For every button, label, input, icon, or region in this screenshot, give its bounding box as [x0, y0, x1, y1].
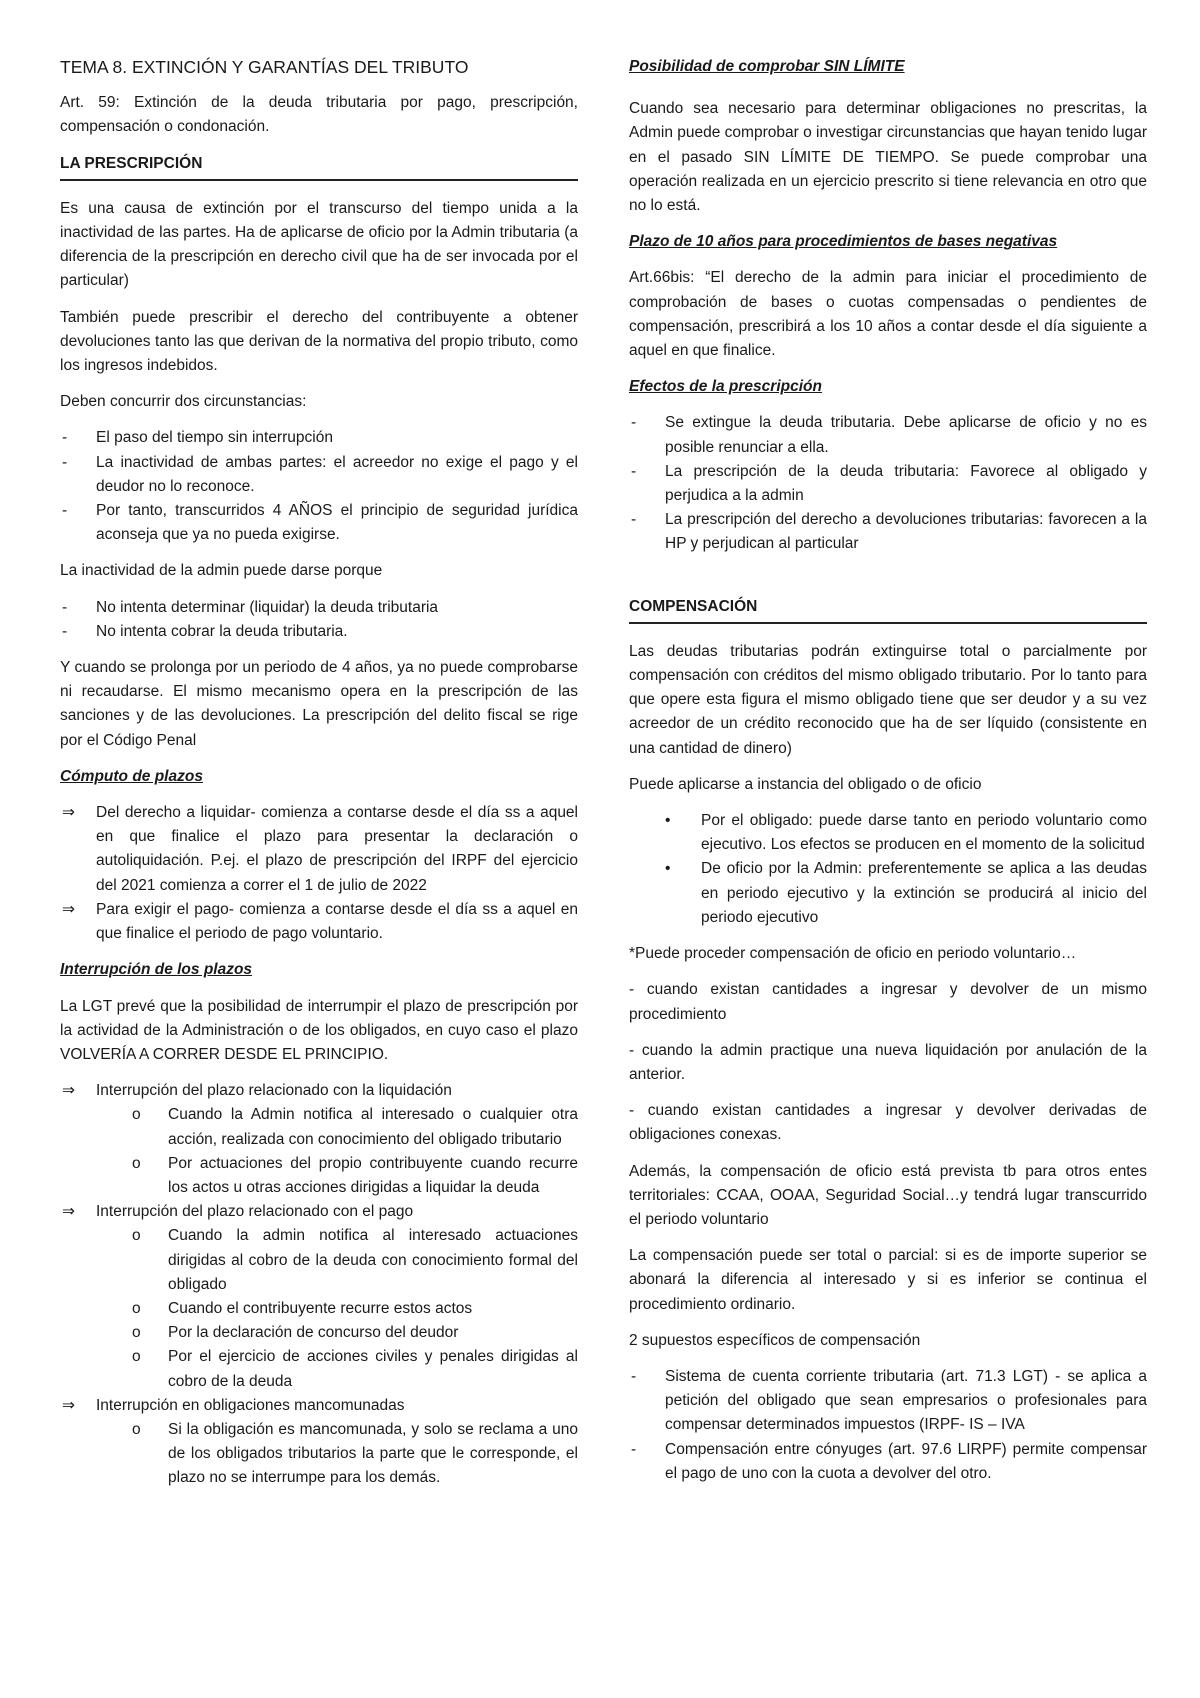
- list-item: [60, 898, 578, 946]
- dash-marker: -: [631, 1367, 637, 1385]
- list-item-text: Del derecho a liquidar- comienza a contarse desde el día ss a aquel en que finalice el plazo para presentar la declaración o autoliquidación. P.ej. el plazo de prescripción del IRPF del ejercicio del 2021 comienza a correr el 1 de julio de 2022: [96, 804, 578, 894]
- list-item-text: Cuando la admin notifica al interesado actuaciones dirigidas al cobro de la deuda con conocimiento formal del obligado: [168, 1227, 578, 1293]
- specific-cases-list: [629, 1365, 1147, 1486]
- circle-marker: o: [132, 1227, 141, 1245]
- paragraph: Y cuando se prolonga por un periodo de 4 años, ya no puede comprobarse ni recaudarse. El mismo mecanismo opera en la prescripción de las sanciones y de las devoluciones. La prescripción del delito fiscal se rige por el Código Penal: [60, 659, 578, 749]
- spacer: [629, 569, 1147, 595]
- sub-list-item: [60, 1418, 578, 1491]
- arrow-marker: ⇒: [62, 900, 75, 918]
- art59-paragraph: Art. 59: Extinción de la deuda tributaria por pago, prescripción, compensación o condonación.: [60, 94, 578, 136]
- paragraph: Puede aplicarse a instancia del obligado o de oficio: [629, 775, 982, 793]
- list-item-text: Para exigir el pago- comienza a contarse desde el día ss a aquel en que finalice el periodo de pago voluntario.: [96, 900, 578, 943]
- dash-marker: -: [62, 598, 68, 616]
- list-item-text: La inactividad de ambas partes: el acreedor no exige el pago y el deudor no lo reconoce.: [96, 453, 578, 495]
- computo-list: [60, 801, 578, 946]
- dash-marker: -: [631, 1440, 637, 1458]
- paragraph: La compensación puede ser total o parcial: si es de importe superior se abonará la diferencia al interesado y si es inferior se continua el procedimiento ordinario.: [629, 1247, 1147, 1313]
- list-item: [60, 499, 578, 547]
- list-item: [629, 857, 1147, 930]
- subheading-computo: Cómputo de plazos: [60, 767, 203, 785]
- paragraph: Las deudas tributarias podrán extinguirse total o parcialmente por compensación con créditos del mismo obligado tributario. Por lo tanto para que opere esta figura el mismo obligado tiene que ser deudor y a su vez acreedor de un crédito reconocido que ha de ser líquido (consistente en una cantidad de dinero): [629, 642, 1147, 757]
- paragraph: - cuando la admin practique una nueva liquidación por anulación de la anterior.: [629, 1041, 1147, 1083]
- paragraph: La LGT prevé que la posibilidad de interrumpir el plazo de prescripción por la actividad de la Administración o de los obligados, en cuyo caso el plazo VOLVERÍA A CORRER DESDE EL PRINCIPIO.: [60, 997, 578, 1063]
- list-item-text: El paso del tiempo sin interrupción: [96, 429, 333, 447]
- list-item: [60, 451, 578, 499]
- circle-marker: o: [132, 1299, 141, 1317]
- subheading-plazo-10: Plazo de 10 años para procedimientos de bases negativas: [629, 233, 1058, 251]
- paragraph: También puede prescribir el derecho del contribuyente a obtener devoluciones tanto las que derivan de la normativa del propio tributo, como los ingresos indebidos.: [60, 308, 578, 375]
- list-item: [629, 809, 1147, 857]
- list-item-text: Interrupción en obligaciones mancomunadas: [96, 1396, 405, 1414]
- circumstances-list: [60, 426, 578, 547]
- interruption-list: [60, 1200, 578, 1224]
- list-item: [629, 411, 1147, 459]
- sub-list: [60, 1103, 578, 1200]
- list-item-text: Sistema de cuenta corriente tributaria (art. 71.3 LGT) - se aplica a petición del obligado que sean empresarios o profesionales para compensar determinados impuestos (IRPF- IS – IVA: [665, 1367, 1147, 1434]
- dash-marker: -: [62, 502, 68, 520]
- sub-list-item: [60, 1297, 578, 1321]
- paragraph: Es una causa de extinción por el transcurso del tiempo unida a la inactividad de las partes. Ha de aplicarse de oficio por la Admin tributaria (a diferencia de la prescripción en derecho civil que ha de ser invocada por el particular): [60, 199, 578, 290]
- list-item-text: Cuando el contribuyente recurre estos actos: [168, 1299, 473, 1317]
- dash-marker: -: [62, 429, 68, 447]
- sub-list-item: [60, 1103, 578, 1151]
- list-item-text: La prescripción de la deuda tributaria: Favorece al obligado y perjudica a la admin: [665, 462, 1147, 505]
- circle-marker: o: [132, 1324, 141, 1342]
- sub-list-item: [60, 1321, 578, 1345]
- paragraph: - cuando existan cantidades a ingresar y devolver derivadas de obligaciones conexas.: [629, 1102, 1147, 1144]
- list-item: [60, 1079, 578, 1103]
- subheading-efectos: Efectos de la prescripción: [629, 378, 822, 396]
- list-item: [60, 801, 578, 898]
- list-item: [60, 596, 578, 620]
- circle-marker: o: [132, 1420, 141, 1438]
- interruption-list: [60, 1394, 578, 1418]
- list-item-text: No intenta determinar (liquidar) la deuda tributaria: [96, 598, 439, 616]
- list-item: [60, 1200, 578, 1224]
- circle-marker: o: [132, 1106, 141, 1124]
- list-item-text: Por el ejercicio de acciones civiles y penales dirigidas al cobro de la deuda: [168, 1348, 578, 1390]
- paragraph: *Puede proceder compensación de oficio en periodo voluntario…: [629, 945, 1077, 963]
- circle-marker: o: [132, 1154, 141, 1172]
- paragraph: Art.66bis: “El derecho de la admin para iniciar el procedimiento de comprobación de bases o cuotas compensadas o pendientes de compensación, prescribirá a los 10 años a contar desde el día siguiente a aquel en que finalice.: [629, 269, 1147, 360]
- section-heading-compensacion: COMPENSACIÓN: [629, 595, 1147, 624]
- list-item-text: Se extingue la deuda tributaria. Debe aplicarse de oficio y no es posible renunciar a ella.: [665, 414, 1147, 456]
- list-item-text: No intenta cobrar la deuda tributaria.: [96, 622, 348, 640]
- list-item: [629, 460, 1147, 508]
- compensation-bullets: [629, 809, 1147, 930]
- arrow-marker: ⇒: [62, 1203, 75, 1221]
- sub-list-item: [60, 1224, 578, 1297]
- paragraph: La inactividad de la admin puede darse porque: [60, 562, 383, 580]
- list-item-text: Interrupción del plazo relacionado con el pago: [96, 1203, 414, 1221]
- inactivity-list: [60, 596, 578, 644]
- dash-marker: -: [62, 453, 68, 471]
- list-item-text: Por actuaciones del propio contribuyente cuando recurre los actos u otras acciones dirigidas a liquidar la deuda: [168, 1154, 578, 1196]
- list-item-text: Si la obligación es mancomunada, y solo se reclama a uno de los obligados tributarios la parte que le corresponde, el plazo no se interrumpe para los demás.: [168, 1420, 578, 1487]
- sub-list: [60, 1224, 578, 1393]
- right-column: [629, 55, 1147, 1498]
- list-item-text: Por tanto, transcurridos 4 AÑOS el principio de seguridad jurídica aconseja que ya no pueda exigirse.: [96, 502, 578, 544]
- sub-list-item: [60, 1152, 578, 1200]
- list-item: [629, 508, 1147, 556]
- paragraph: - cuando existan cantidades a ingresar y devolver de un mismo procedimiento: [629, 981, 1147, 1023]
- list-item-text: La prescripción del derecho a devoluciones tributarias: favorecen a la HP y perjudican al particular: [665, 511, 1147, 553]
- interruption-list: [60, 1079, 578, 1103]
- list-item: [60, 620, 578, 644]
- bullet-marker: •: [665, 812, 671, 830]
- paragraph: Además, la compensación de oficio está prevista tb para otros entes territoriales: CCAA, OOAA, Seguridad Social…y tendrá lugar transcurrido el periodo voluntario: [629, 1162, 1147, 1228]
- efectos-list: [629, 411, 1147, 556]
- left-column: [60, 55, 578, 1491]
- dash-marker: -: [62, 622, 68, 640]
- subheading-sin-limite: Posibilidad de comprobar SIN LÍMITE: [629, 58, 905, 75]
- dash-marker: -: [631, 414, 637, 432]
- arrow-marker: ⇒: [62, 804, 75, 822]
- paragraph: Deben concurrir dos circunstancias:: [60, 393, 307, 411]
- section-heading-prescripcion: LA PRESCRIPCIÓN: [60, 152, 578, 181]
- circle-marker: o: [132, 1348, 141, 1366]
- paragraph: Cuando sea necesario para determinar obligaciones no prescritas, la Admin puede comprobar o investigar circunstancias que hayan tenido lugar en el pasado SIN LÍMITE DE TIEMPO. Se puede comprobar una operación realizada en un ejercicio prescrito si tiene relevancia en otro que no lo está.: [629, 100, 1147, 215]
- sub-list-item: [60, 1345, 578, 1393]
- paragraph: 2 supuestos específicos de compensación: [629, 1331, 921, 1349]
- list-item: [629, 1365, 1147, 1438]
- dash-marker: -: [631, 511, 637, 529]
- subheading-interrupcion: Interrupción de los plazos: [60, 961, 253, 979]
- arrow-marker: ⇒: [62, 1082, 75, 1100]
- list-item: [629, 1438, 1147, 1486]
- bullet-marker: •: [665, 860, 671, 878]
- list-item-text: Por el obligado: puede darse tanto en periodo voluntario como ejecutivo. Los efectos se producen en el momento de la solicitud: [701, 812, 1147, 854]
- list-item-text: Por la declaración de concurso del deudor: [168, 1324, 459, 1342]
- list-item-text: Compensación entre cónyuges (art. 97.6 LIRPF) permite compensar el pago de uno con la cuota a devolver del otro.: [665, 1440, 1147, 1482]
- arrow-marker: ⇒: [62, 1396, 75, 1414]
- list-item: [60, 426, 578, 450]
- list-item-text: Cuando la Admin notifica al interesado o cualquier otra acción, realizada con conocimiento del obligado tributario: [168, 1106, 578, 1148]
- list-item: [60, 1394, 578, 1418]
- list-item-text: De oficio por la Admin: preferentemente se aplica a las deudas en periodo ejecutivo y la extinción se producirá al inicio del periodo ejecutivo: [701, 860, 1147, 926]
- document-title: TEMA 8. EXTINCIÓN Y GARANTÍAS DEL TRIBUTO: [60, 57, 469, 77]
- list-item-text: Interrupción del plazo relacionado con la liquidación: [96, 1082, 452, 1100]
- dash-marker: -: [631, 462, 637, 480]
- sub-list: [60, 1418, 578, 1491]
